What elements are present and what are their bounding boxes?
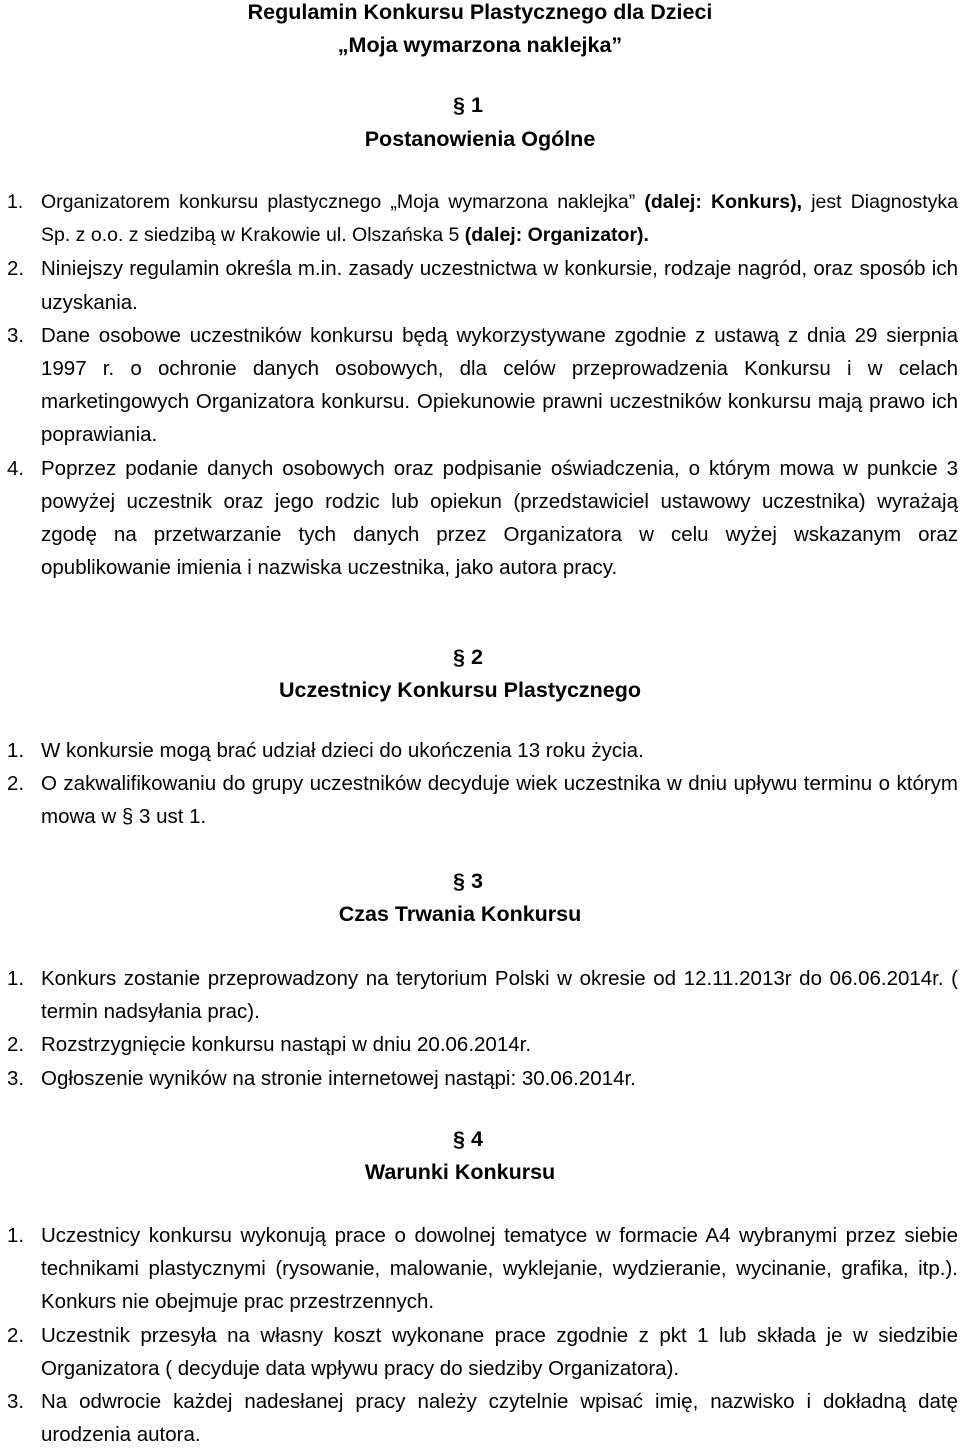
section-2-number: [0, 640, 936, 675]
list-item: [0, 452, 960, 585]
list-item: [0, 1319, 960, 1385]
item-text-part-a: Organizatorem konkursu plastycznego „Moja wymarzona naklejka”: [41, 191, 636, 213]
item-text: Rozstrzygnięcie konkursu nastąpi w dniu 20.06.2014r.: [41, 1033, 532, 1057]
item-text-bold-a: (dalej: Konkurs),: [644, 191, 803, 213]
list-item: [0, 319, 960, 452]
section-3-list: [0, 962, 960, 1095]
section-4-list: [0, 1219, 960, 1451]
item-number: 2.: [7, 772, 25, 796]
section-1-list: [0, 186, 960, 584]
item-text: Uczestnik przesyła na własny koszt wykonane prace zgodnie z pkt 1 lub składa je w siedzibie Organizatora ( decyduje data wpływu pracy do siedziby Organizatora).: [41, 1323, 958, 1380]
section-symbol: §: [453, 645, 465, 669]
list-item: [0, 252, 960, 318]
section-4-heading: Warunki Konkursu: [364, 1160, 556, 1184]
section-1-heading: Postanowienia Ogólne: [364, 127, 596, 151]
item-text: Poprzez podanie danych osobowych oraz podpisanie oświadczenia, o którym mowa w punkcie 3 powyżej uczestnik oraz jego rodzic lub opiekun (przedstawiciel ustawowy uczestnika) wyrażają zgodę na przetwarzanie tych danych przez Organizatora w celu wyżej wskazanym oraz opublikowanie imienia i nazwiska uczestnika, jako autora pracy.: [41, 456, 958, 580]
item-number: 2.: [7, 257, 25, 281]
item-text: Uczestnicy konkursu wykonują prace o dowolnej tematyce w formacie A4 wybranymi przez siebie technikami plastycznymi (rysowanie, malowanie, wyklejanie, wydzieranie, wycinanie, grafika, itp.). Konkurs nie obejmuje prac przestrzennych.: [41, 1224, 958, 1314]
section-number: 3: [470, 869, 483, 893]
item-number: 1.: [7, 1224, 25, 1247]
document-title-line2: „Moja wymarzona naklejka”: [337, 33, 623, 57]
section-symbol: §: [453, 93, 465, 117]
item-number: 3.: [7, 1390, 25, 1414]
section-number: 2: [470, 645, 483, 669]
list-item: [0, 1385, 960, 1451]
section-3-number: [0, 864, 936, 899]
item-text-part-b: jest Diagnostyka Sp. z o.o. z siedzibą w Krakowie ul. Olszańska 5: [41, 191, 959, 247]
item-text: O zakwalifikowaniu do grupy uczestników decyduje wiek uczestnika w dniu upływu terminu o którym mowa w § 3 ust 1.: [41, 772, 958, 829]
list-item: [0, 186, 960, 252]
section-number: 1: [470, 93, 483, 117]
item-text: W konkursie mogą brać udział dzieci do ukończenia 13 roku życia.: [41, 739, 644, 762]
section-number: 4: [470, 1127, 483, 1151]
item-text: Niniejszy regulamin określa m.in. zasady uczestnictwa w konkursie, rodzaje nagród, oraz sposób ich uzyskania.: [41, 257, 958, 314]
list-item: [0, 1219, 960, 1319]
item-number: 3.: [7, 323, 25, 347]
item-text: Ogłoszenie wyników na stronie internetowej nastąpi: 30.06.2014r.: [41, 1066, 636, 1090]
item-number: 2.: [7, 1323, 25, 1347]
list-item: [0, 767, 960, 833]
list-item: [0, 962, 960, 1028]
section-symbol: §: [453, 869, 465, 893]
section-3-heading: Czas Trwania Konkursu: [338, 902, 582, 926]
item-text: Na odwrocie każdej nadesłanej pracy należy czytelnie wpisać imię, nazwisko i dokładną datę urodzenia autora.: [41, 1390, 958, 1447]
section-2-heading: Uczestnicy Konkursu Plastycznego: [278, 678, 642, 702]
list-item: [0, 1062, 960, 1095]
item-number: 2.: [7, 1033, 25, 1057]
item-text-bold-b: (dalej: Organizator).: [464, 224, 649, 247]
document-title: [0, 0, 960, 62]
section-symbol: §: [453, 1127, 465, 1151]
list-item: [0, 1028, 960, 1061]
item-number: 4.: [7, 456, 25, 480]
item-text: Dane osobowe uczestników konkursu będą wykorzystywane zgodnie z ustawą z dnia 29 sierpnia 1997 r. o ochronie danych osobowych, dla celów przeprowadzenia Konkursu i w celach marketingowych Organizatora konkursu. Opiekunowie prawni uczestników konkursu mają prawo ich poprawiania.: [41, 323, 958, 447]
section-4-number: [0, 1122, 936, 1157]
item-number: 1.: [7, 967, 25, 990]
list-item: [0, 734, 960, 767]
item-number: 1.: [7, 739, 25, 762]
item-text: Konkurs zostanie przeprowadzony na terytorium Polski w okresie od 12.11.2013r do 06.06.2014r. ( termin nadsyłania prac).: [41, 967, 958, 1024]
section-2-list: [0, 734, 960, 834]
item-number: 3.: [7, 1066, 25, 1090]
section-1-number: [0, 88, 936, 123]
item-number: 1.: [7, 191, 24, 213]
document-title-line1: Regulamin Konkursu Plastycznego dla Dzieci: [247, 0, 713, 24]
